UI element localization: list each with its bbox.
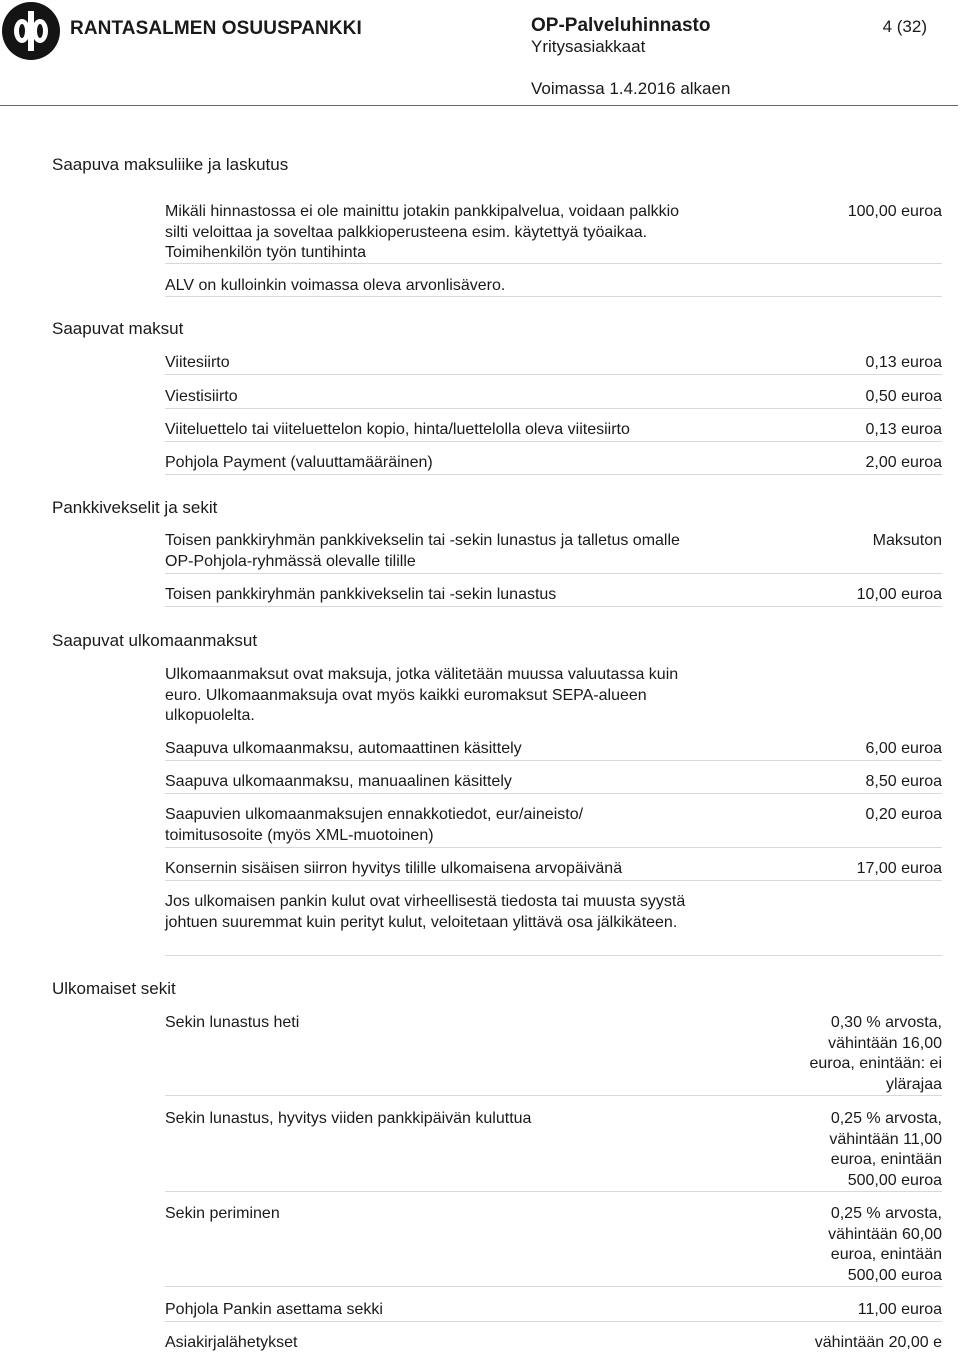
price-row [165, 585, 942, 607]
row-label: Viiteluettelo tai viiteluettelon kopio, hinta/luettelolla oleva viitesiirto [165, 421, 630, 438]
price-row [165, 353, 942, 375]
validity-date: Voimassa 1.4.2016 alkaen [531, 79, 731, 98]
row-price: 11,00 euroa [857, 1301, 942, 1318]
row-label: ALV on kulloinkin voimassa oleva arvonlisävero. [165, 277, 506, 294]
row-price: 17,00 euroa [856, 860, 942, 877]
price-row [165, 453, 942, 475]
row-price: 10,00 euroa [856, 586, 942, 603]
document-title: OP-Palveluhinnasto [531, 15, 711, 36]
row-price: 100,00 euroa [847, 203, 942, 220]
price-row [165, 1300, 942, 1322]
row-label: Saapuva ulkomaanmaksu, manuaalinen käsittely [165, 773, 512, 790]
op-logo [2, 2, 60, 60]
page-number: 4 (32) [882, 17, 927, 36]
row-price: 6,00 euroa [865, 740, 942, 757]
price-row [165, 805, 942, 848]
row-label: Pohjola Pankin asettama sekki [165, 1301, 383, 1318]
row-price: Maksuton [872, 532, 942, 549]
price-row [165, 1109, 942, 1192]
row-price: 0,50 euroa [865, 388, 942, 405]
price-row [165, 276, 942, 297]
document-subtitle: Yritysasiakkaat [531, 37, 646, 56]
price-row [165, 739, 942, 761]
intro-text [165, 665, 942, 727]
row-price: 2,00 euroa [865, 454, 942, 471]
price-row [165, 420, 942, 442]
row-label: Viestisiirto [165, 388, 238, 405]
row-label: Mikäli hinnastossa ei ole mainittu jotakin pankkipalvelua, voidaan palkkio silti veloittaa ja soveltaa palkkioperusteena esim. käytettyä työaikaa. Toimihenkilön työn tuntihinta [165, 203, 680, 261]
row-label: Sekin lunastus, hyvitys viiden pankkipäivän kuluttua [165, 1110, 532, 1127]
row-price: 8,50 euroa [865, 773, 942, 790]
section-title-pankkivekselit: Pankkivekselit ja sekit [52, 498, 218, 517]
row-label: Saapuva ulkomaanmaksu, automaattinen käsittely [165, 740, 522, 757]
row-label: Pohjola Payment (valuuttamääräinen) [165, 454, 433, 471]
section-title-ulkomaanmaksut: Saapuvat ulkomaanmaksut [52, 631, 258, 650]
row-label: Asiakirjalähetykset [165, 1334, 298, 1351]
intro-label: Ulkomaanmaksut ovat maksuja, jotka välitetään muussa valuutassa kuin euro. Ulkomaanmaksuja ovat myös kaikki euromaksut SEPA-alueen ulkopuolelta. [165, 666, 679, 724]
price-row [165, 1333, 942, 1354]
price-row [165, 1013, 942, 1096]
header-divider [0, 105, 958, 106]
row-price: 0,30 % arvosta, vähintään 16,00 euroa, enintään: ei ylärajaa [809, 1014, 942, 1093]
row-price: 0,25 % arvosta, vähintään 60,00 euroa, enintään 500,00 euroa [828, 1205, 942, 1284]
row-label: Sekin lunastus heti [165, 1014, 300, 1031]
logo-bar [28, 11, 34, 51]
bank-name: RANTASALMEN OSUUSPANKKI [70, 18, 362, 39]
row-price: vähintään 20,00 e [814, 1334, 942, 1351]
price-row [165, 1204, 942, 1287]
price-row [165, 772, 942, 794]
row-label: Konsernin sisäisen siirron hyvitys tilille ulkomaisena arvopäivänä [165, 860, 623, 877]
row-label: Toisen pankkiryhmän pankkivekselin tai -sekin lunastus [165, 586, 557, 603]
price-row [165, 859, 942, 881]
logo-ring-right [32, 19, 48, 43]
price-row [165, 531, 942, 574]
note-row [165, 892, 942, 956]
section-title-maksuliike: Saapuva maksuliike ja laskutus [52, 155, 289, 174]
row-price: 0,20 euroa [865, 806, 942, 823]
note-label: Jos ulkomaisen pankin kulut ovat virheellisestä tiedosta tai muusta syystä johtuen suuremmat kuin perityt kulut, veloitetaan ylittävä osa jälkikäteen. [165, 893, 686, 931]
row-label: Toisen pankkiryhmän pankkivekselin tai -sekin lunastus ja talletus omalle OP-Pohjola-ryhmässä olevalle tilille [165, 532, 680, 570]
section-title-sekit: Ulkomaiset sekit [52, 979, 176, 998]
price-row [165, 387, 942, 409]
row-label: Viitesiirto [165, 354, 230, 371]
row-price: 0,13 euroa [865, 421, 942, 438]
section-title-saapuvat: Saapuvat maksut [52, 319, 184, 338]
row-price: 0,25 % arvosta, vähintään 11,00 euroa, enintään 500,00 euroa [829, 1110, 942, 1189]
row-label: Saapuvien ulkomaanmaksujen ennakkotiedot, eur/aineisto/ toimitusosoite (myös XML-muotoinen) [165, 806, 584, 844]
row-price: 0,13 euroa [865, 354, 942, 371]
row-label: Sekin periminen [165, 1205, 280, 1222]
price-row [165, 202, 942, 264]
